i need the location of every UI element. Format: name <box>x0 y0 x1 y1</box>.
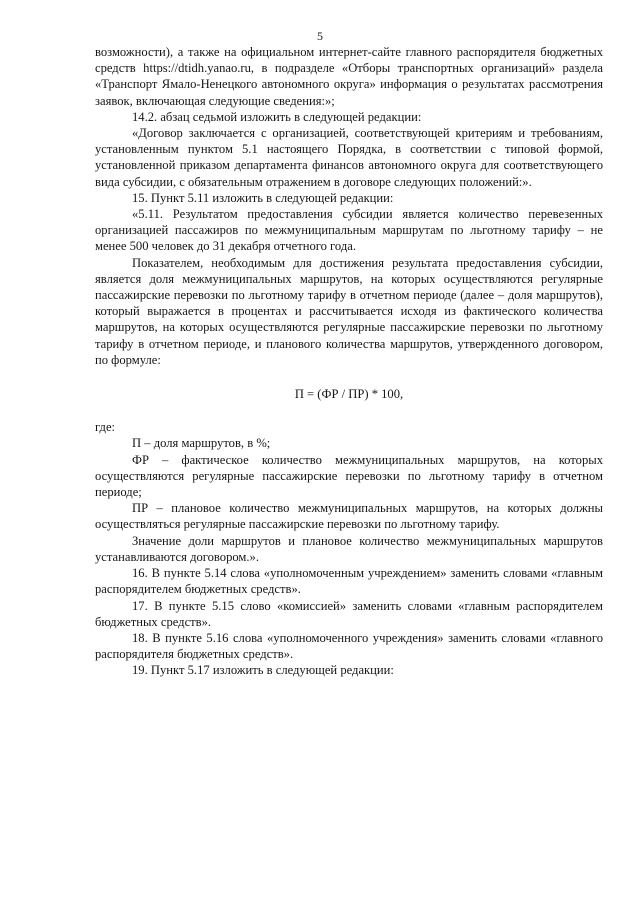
paragraph: Значение доли маршрутов и плановое количество межмуниципальных маршрутов устанавливаются договором.». <box>95 533 603 564</box>
paragraph: 19. Пункт 5.17 изложить в следующей редакции: <box>132 663 394 678</box>
paragraph: 18. В пункте 5.16 слова «уполномоченного учреждения» заменить словами «главного распорядителя бюджетных средств». <box>95 630 603 662</box>
paragraph: 16. В пункте 5.14 слова «уполномоченным учреждением» заменить словами «главным распорядителем бюджетных средств». <box>95 566 603 597</box>
formula: П = (ФР / ПР) * 100, <box>294 387 404 402</box>
paragraph: где: <box>95 420 116 435</box>
paragraph: П – доля маршрутов, в %; <box>132 436 271 451</box>
paragraph: «Договор заключается с организацией, соответствующей критериям и требованиям, установленным пунктом 5.1 настоящего Порядка, в соответствии с типовой формой, установленной приказом департамента финансов автономного округа для соответствующего вида субсидии, с обязательным отражением в договоре следующих положений:». <box>95 126 603 189</box>
paragraph: «5.11. Результатом предоставления субсидии является количество перевезенных организацией пассажиров по межмуниципальным маршрутам по льготному тарифу – не менее 500 человек до 31 декабря отчетного года. <box>95 207 603 254</box>
paragraph: 14.2. абзац седьмой изложить в следующей редакции: <box>132 109 422 124</box>
paragraph: 17. В пункте 5.15 слово «комиссией» заменить словами «главным распорядителем бюджетных средств». <box>95 598 603 629</box>
document-body <box>95 44 603 679</box>
paragraph: ФР – фактическое количество межмуниципальных маршрутов, на которых осуществляются регулярные пассажирские перевозки по льготному тарифу в отчетном периоде; <box>95 452 603 500</box>
paragraph: 15. Пункт 5.11 изложить в следующей редакции: <box>132 190 394 205</box>
paragraph: возможности), а также на официальном интернет-сайте главного распорядителя бюджетных средств https://dtidh.yanao.ru, в подразделе «Отборы транспортных организаций» раздела «Транспорт Ямало-Ненецкого автономного округа» информация о результатах рассмотрения заявок, включающая следующие сведения:»; <box>95 45 603 108</box>
page-number: 5 <box>317 29 323 43</box>
paragraph: Показателем, необходимым для достижения результата предоставления субсидии, является доля межмуниципальных маршрутов, на которых осуществляются регулярные пассажирские перевозки по льготному тарифу в отчетном периоде (далее – доля маршрутов), который выражается в процентах и рассчитывается исходя из фактического количества маршрутов, на которых осуществляются регулярные пассажирские перевозки по льготному тарифу в отчетном периоде, и планового количества маршрутов, утвержденного договором, по формуле: <box>95 255 603 367</box>
paragraph: ПР – плановое количество межмуниципальных маршрутов, на которых должны осуществляться регулярные пассажирские перевозки по льготному тарифу. <box>95 501 603 532</box>
